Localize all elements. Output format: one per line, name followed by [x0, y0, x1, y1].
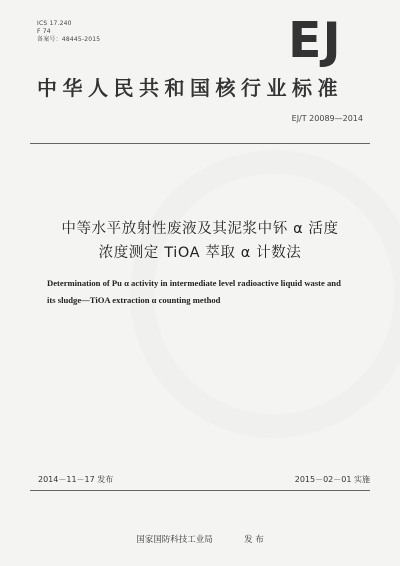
effective-date: 2015－02－01 实施: [294, 475, 370, 484]
standard-number: EJ/T 20089—2014: [291, 114, 363, 123]
filing-number: 备案号：48445-2015: [37, 36, 101, 43]
ej-logo: EJ: [288, 12, 342, 69]
bottom-divider: [30, 490, 370, 491]
chinese-title-line-2: 浓度测定 TiOA 萃取 α 计数法: [98, 245, 302, 261]
chinese-title-line-1: 中等水平放射性废液及其泥浆中钚 α 活度: [61, 221, 339, 237]
ics-code: ICS 17.240: [37, 20, 72, 27]
category-code: F 74: [37, 28, 51, 35]
publisher-line: [0, 533, 400, 545]
english-title-line-1: Determination of Pu α activity in intermediate level radioactive liquid waste and: [47, 278, 341, 288]
issue-date: 2014－11－17 发布: [38, 475, 114, 484]
english-title-line-2: its sludge—TiOA extraction α counting method: [47, 295, 221, 305]
top-divider: [30, 143, 370, 144]
publish-label: 发 布: [244, 535, 264, 545]
publisher-name: 国家国防科技工业局: [136, 535, 213, 545]
standard-title: 中华人民共和国核行业标准: [37, 76, 343, 100]
